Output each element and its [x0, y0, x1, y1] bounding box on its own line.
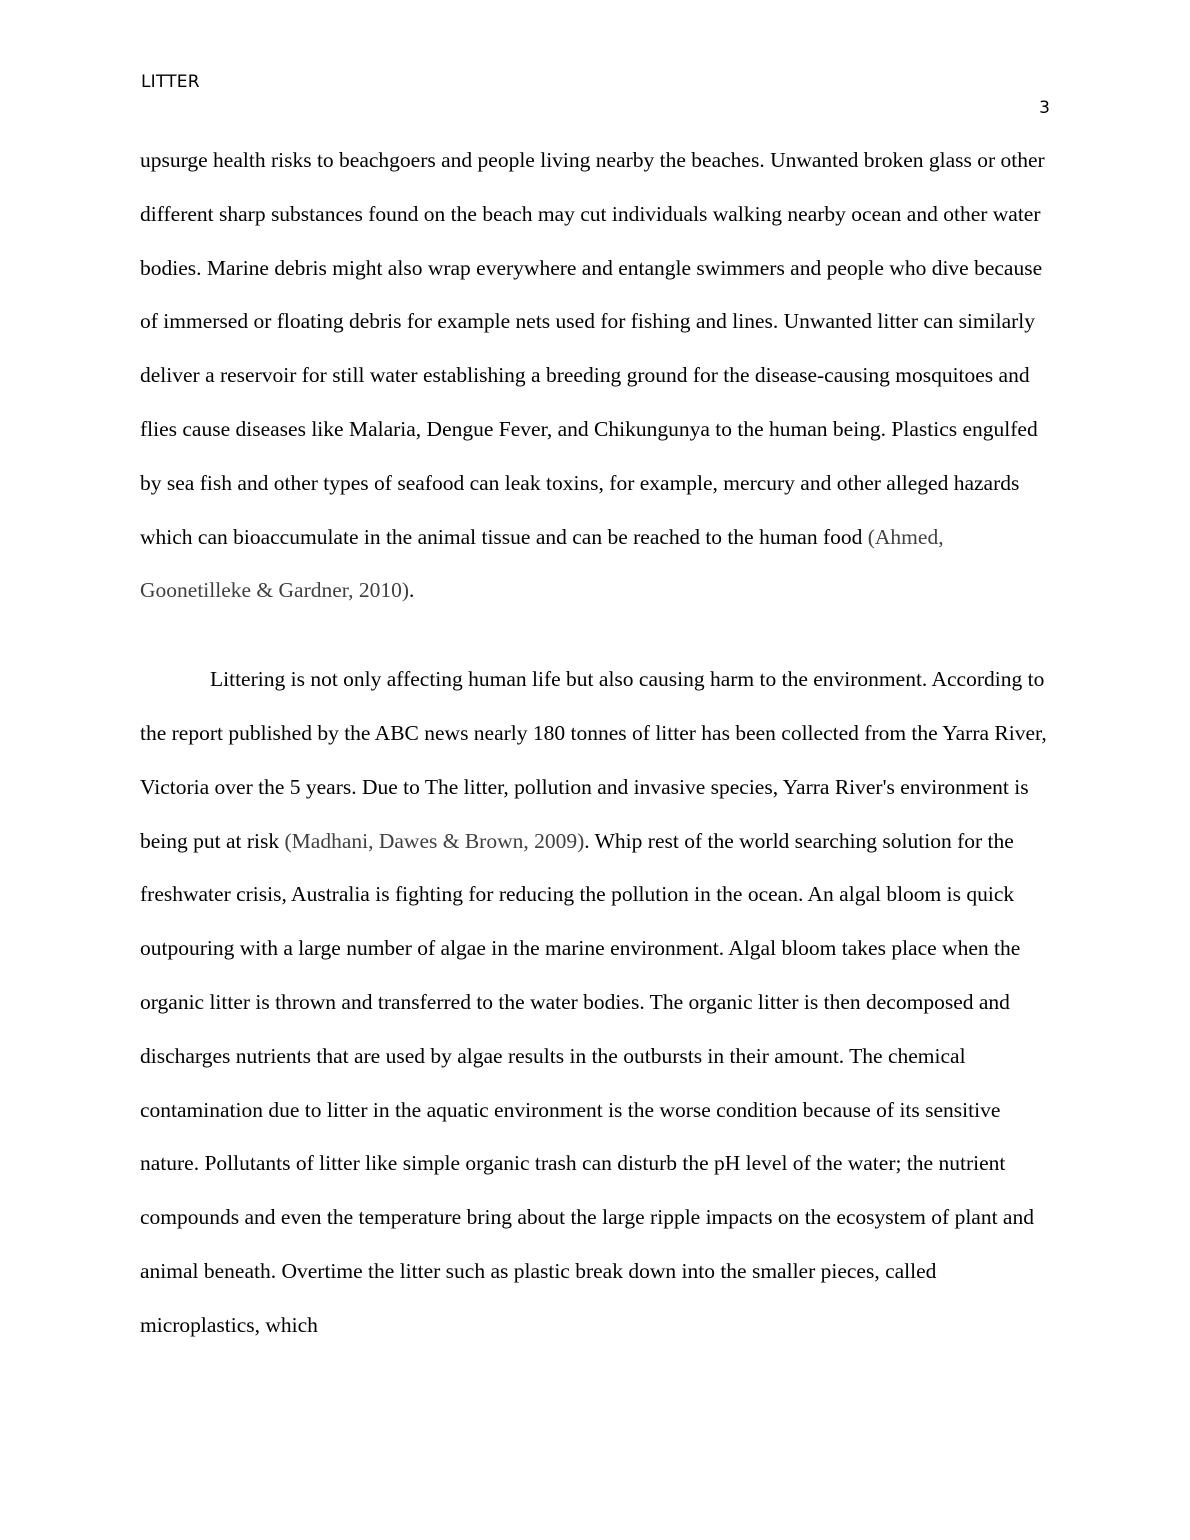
paragraph-text-continued: . Whip rest of the world searching solution for the freshwater crisis, Australia is fighting for reducing the pollution in the ocean. An algal bloom is quick outpouring with a large number of algae in the marine environment. Algal bloom takes place when the organic litter is thrown and transferred to the water bodies. The organic litter is then decomposed and discharges nutrients that are used by algae results in the outbursts in their amount. The chemical contamination due to litter in the aquatic environment is the worse condition because of its sensitive nature. Pollutants of litter like simple organic trash can disturb the pH level of the water; the nutrient compounds and even the temperature bring about the large ripple impacts on the ecosystem of plant and animal beneath. Overtime the litter such as plastic break down into the smaller pieces, called microplastics, which	[140, 828, 1034, 1337]
citation: (Ahmed, Goonetilleke & Gardner, 2010)	[140, 524, 944, 603]
paragraph-text: Littering is not only affecting human life but also causing harm to the environment. According to the report published by the ABC news nearly 180 tonnes of litter has been collected from the Yarra River, Victoria over the 5 years. Due to The litter, pollution and invasive species, Yarra River's environment is being put at risk	[140, 667, 1047, 853]
paragraph-health-risks	[140, 134, 1052, 618]
paragraph-environment	[140, 653, 1052, 1352]
page-number: 3	[1039, 98, 1050, 118]
running-head: LITTER	[141, 72, 200, 92]
citation: (Madhani, Dawes & Brown, 2009)	[284, 828, 585, 853]
paragraph-text: upsurge health risks to beachgoers and people living nearby the beaches. Unwanted broken glass or other different sharp substances found on the beach may cut individuals walking nearby ocean and other water bodies. Marine debris might also wrap everywhere and entangle swimmers and people who dive because of immersed or floating debris for example nets used for fishing and lines. Unwanted litter can similarly deliver a reservoir for still water establishing a breeding ground for the disease-causing mosquitoes and flies cause diseases like Malaria, Dengue Fever, and Chikungunya to the human being. Plastics engulfed by sea fish and other types of seafood can leak toxins, for example, mercury and other alleged hazards which can bioaccumulate in the animal tissue and can be reached to the human food	[140, 148, 1045, 549]
document-body	[140, 134, 1052, 1353]
paragraph-end: .	[409, 578, 415, 603]
